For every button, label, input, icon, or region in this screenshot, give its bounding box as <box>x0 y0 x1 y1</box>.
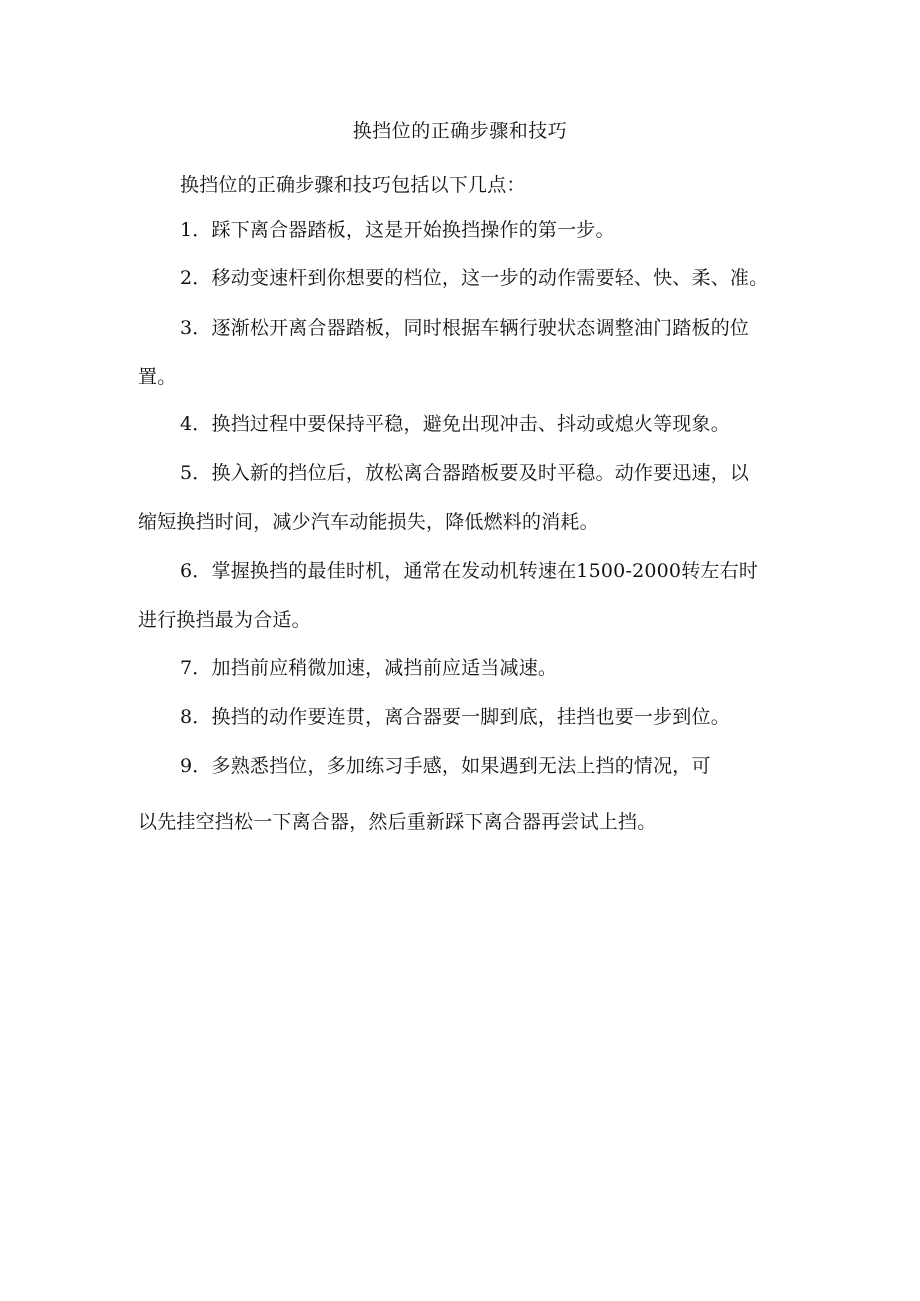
list-item-1: 1．踩下离合器踏板，这是开始换挡操作的第一步。 <box>180 219 615 241</box>
list-item-9: 9．多熟悉挡位，多加练习手感，如果遇到无法上挡的情况，可 <box>180 755 711 777</box>
document-title: 换挡位的正确步骤和技巧 <box>352 120 568 142</box>
list-item-7: 7．加挡前应稍微加速，减挡前应适当减速。 <box>180 657 558 679</box>
list-item-5-continuation: 缩短换挡时间，减少汽车动能损失，降低燃料的消耗。 <box>138 511 599 533</box>
list-item-9-continuation: 以先挂空挡松一下离合器，然后重新踩下离合器再尝试上挡。 <box>138 811 657 833</box>
list-item-6: 6．掌握换挡的最佳时机，通常在发动机转速在1500-2000转左右时 <box>180 560 759 582</box>
list-item-4: 4．换挡过程中要保持平稳，避免出现冲击、抖动或熄火等现象。 <box>180 413 730 435</box>
list-item-6-continuation: 进行换挡最为合适。 <box>138 609 311 631</box>
list-item-5: 5．换入新的挡位后，放松离合器踏板要及时平稳。动作要迅速，以 <box>180 462 750 484</box>
intro-paragraph: 换挡位的正确步骤和技巧包括以下几点： <box>180 174 526 196</box>
list-item-8: 8．换挡的动作要连贯，离合器要一脚到底，挂挡也要一步到位。 <box>180 706 730 728</box>
list-item-3: 3．逐渐松开离合器踏板，同时根据车辆行驶状态调整油门踏板的位 <box>180 317 750 339</box>
list-item-3-continuation: 置。 <box>138 366 177 388</box>
list-item-2: 2．移动变速杆到你想要的档位，这一步的动作需要轻、快、柔、准。 <box>180 267 769 289</box>
